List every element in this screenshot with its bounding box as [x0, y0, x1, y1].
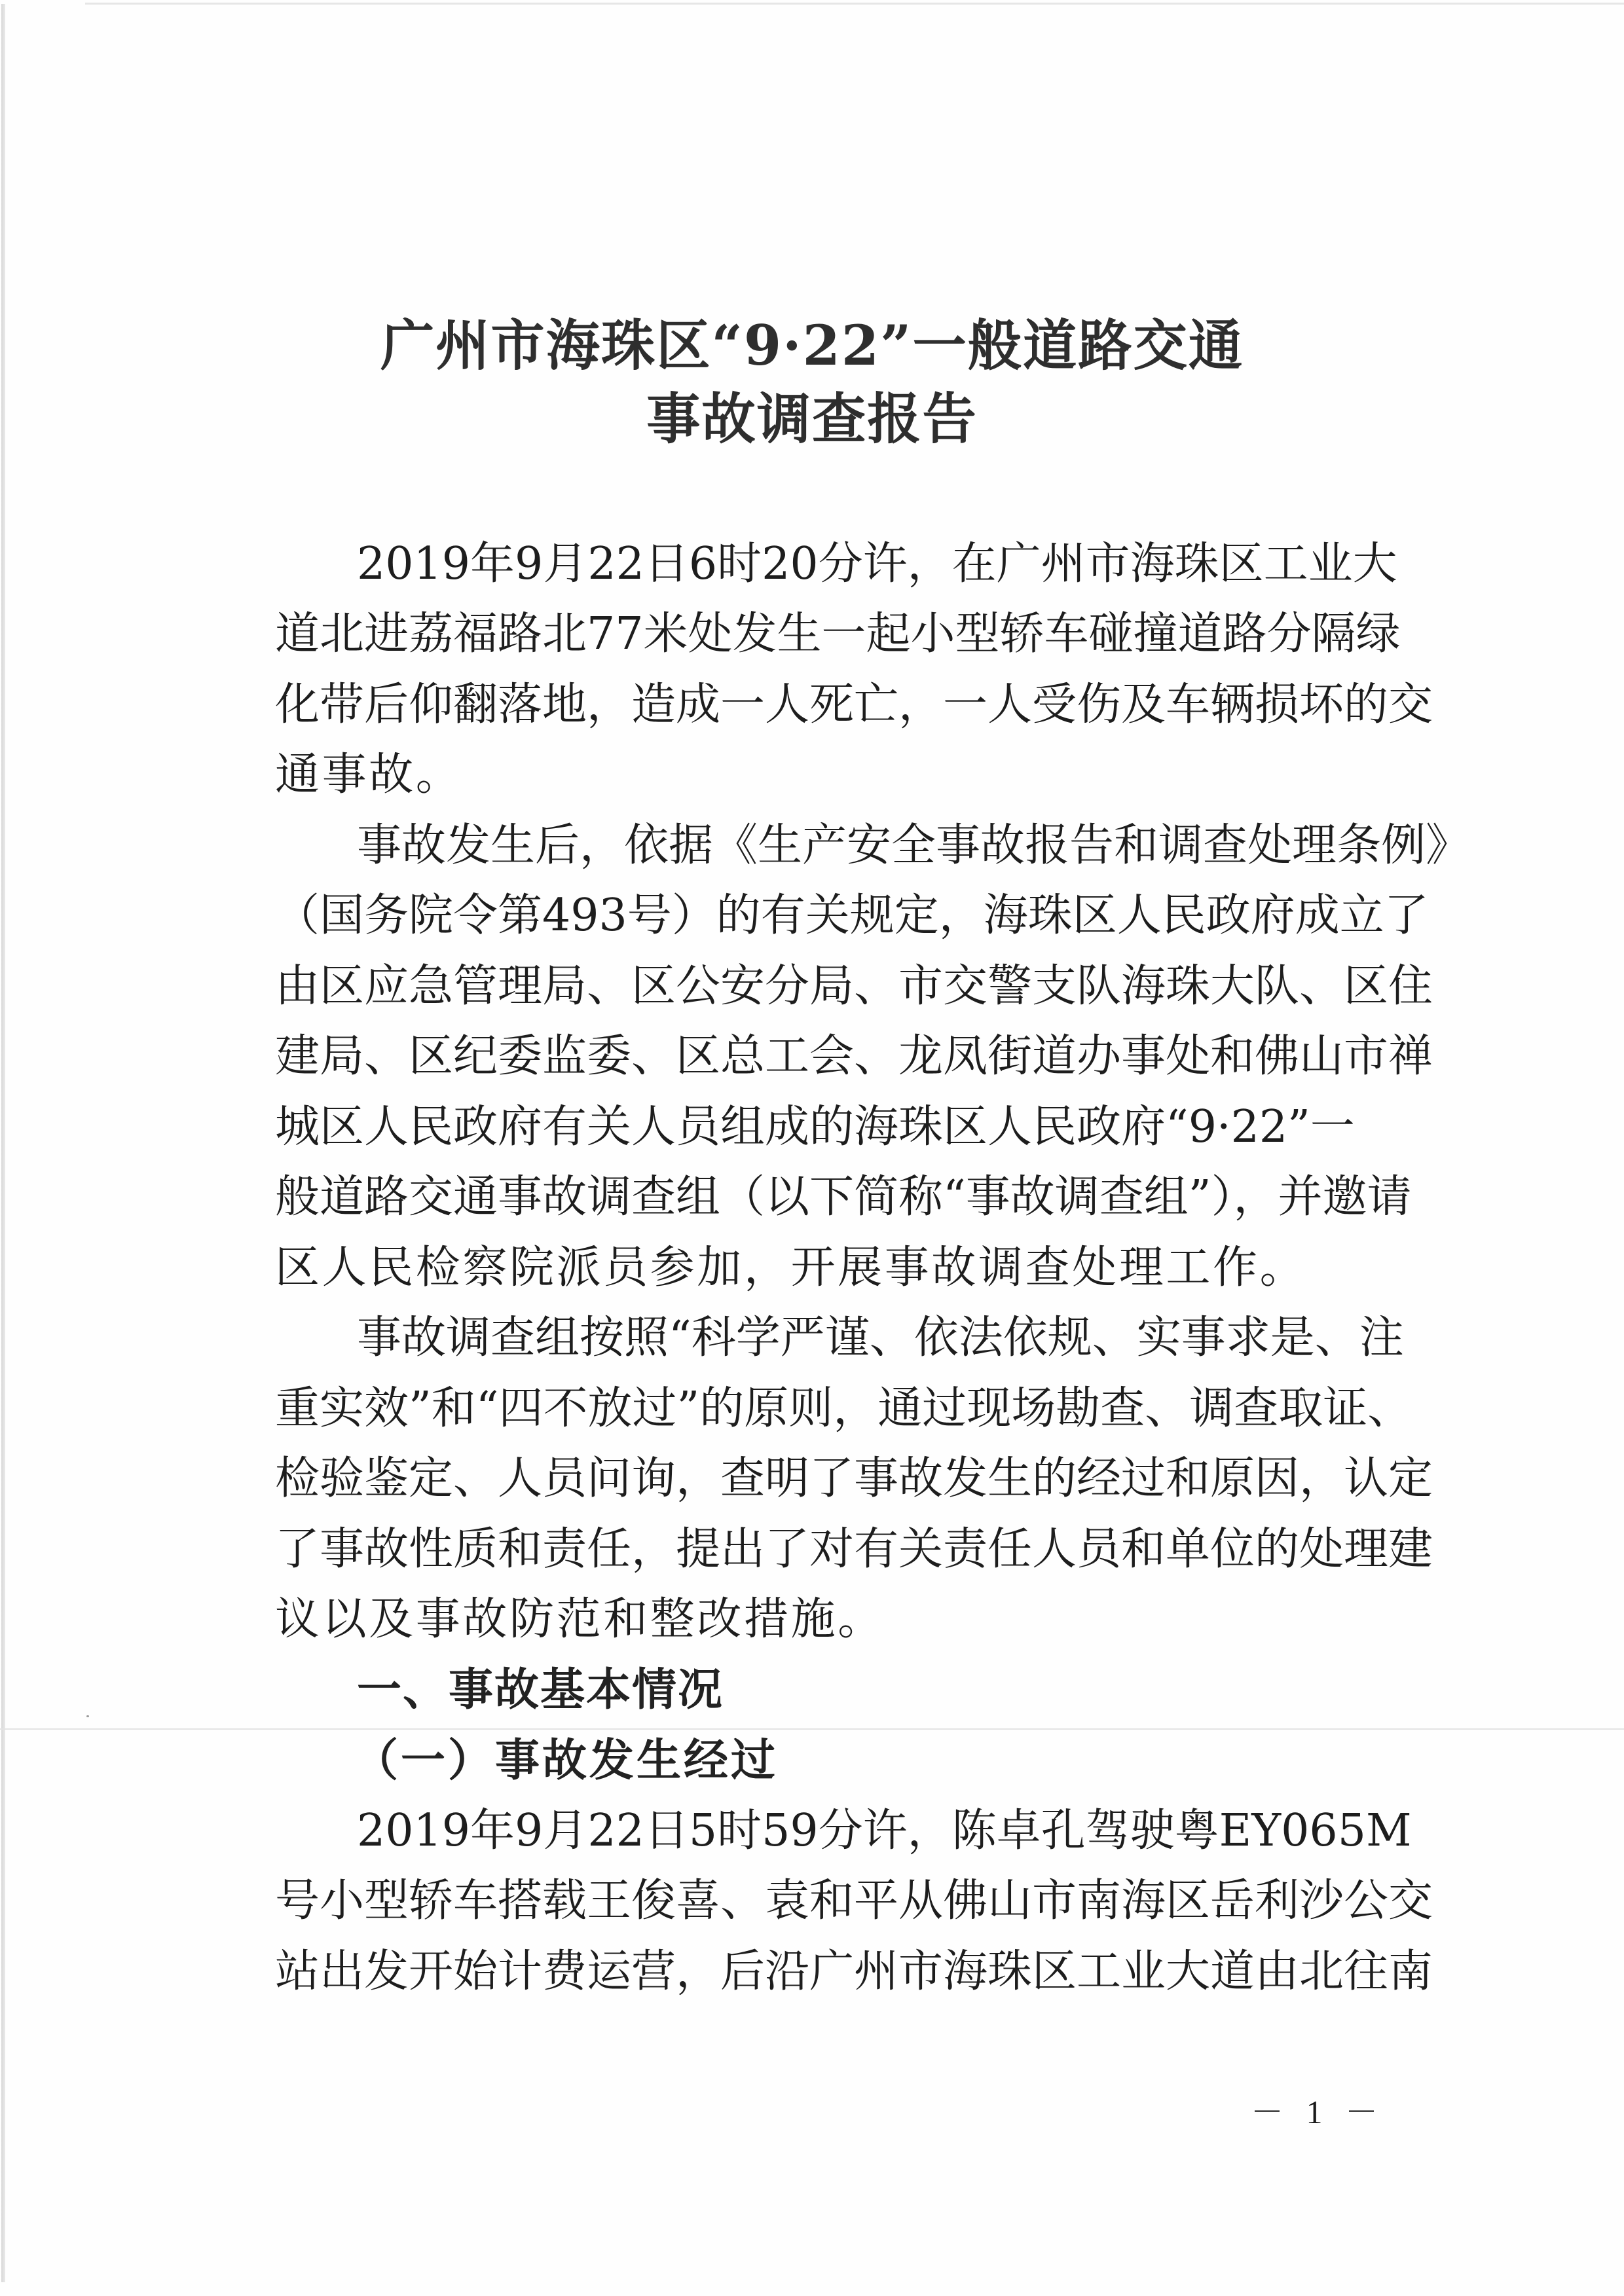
paragraph-line: 站出发开始计费运营，后沿广州市海珠区工业大道由北往南	[275, 1946, 1433, 1997]
paragraph-line: 事故调查组按照“科学严谨、依法依规、实事求是、注	[357, 1312, 1404, 1364]
page-number: － 1 －	[1251, 2094, 1378, 2130]
paragraph-line: 区人民检察院派员参加，开展事故调查处理工作。	[275, 1242, 1307, 1294]
subsection-heading: （一）事故发生经过	[354, 1734, 779, 1787]
paragraph-line: 化带后仰翻落地，造成一人死亡，一人受伤及车辆损坏的交	[275, 679, 1433, 731]
paragraph-line: 了事故性质和责任，提出了对有关责任人员和单位的处理建	[275, 1523, 1433, 1575]
paragraph-line: 道北进荔福路北77米处发生一起小型轿车碰撞道路分隔绿	[275, 608, 1401, 660]
scan-artifact-line	[0, 1728, 1624, 1730]
paragraph-line: 检验鉴定、人员问询，查明了事故发生的经过和原因，认定	[275, 1453, 1433, 1504]
section-heading: 一、事故基本情况	[357, 1664, 724, 1716]
paragraph-line: 重实效”和“四不放过”的原则，通过现场勘查、调查取证、	[275, 1383, 1412, 1434]
paragraph-line: 由区应急管理局、区公安分局、市交警支队海珠大队、区住	[275, 960, 1433, 1012]
scan-edge-top	[85, 3, 1624, 5]
paragraph-line: 2019年9月22日5时59分许，陈卓孔驾驶粤EY065M	[357, 1805, 1412, 1857]
paragraph-line: 议以及事故防范和整改措施。	[275, 1594, 885, 1645]
paragraph-line: 2019年9月22日6时20分许，在广州市海珠区工业大	[357, 538, 1397, 590]
scan-speck	[86, 1715, 89, 1717]
title-line-1: 广州市海珠区“9·22”一般道路交通	[380, 313, 1244, 378]
paragraph-line: 建局、区纪委监委、区总工会、龙凤街道办事处和佛山市禅	[275, 1030, 1433, 1082]
paragraph-line: 通事故。	[275, 749, 463, 801]
title-line-2: 事故调查报告	[646, 386, 978, 451]
scan-edge-left	[1, 4, 5, 2282]
paragraph-line: 般道路交通事故调查组（以下简称“事故调查组”），并邀请	[275, 1171, 1412, 1223]
paragraph-line: 号小型轿车搭载王俊喜、袁和平从佛山市南海区岳利沙公交	[275, 1875, 1433, 1927]
paragraph-line: 事故发生后，依据《生产安全事故报告和调查处理条例》	[357, 820, 1471, 871]
paragraph-line: （国务院令第493号）的有关规定，海珠区人民政府成立了	[275, 890, 1429, 941]
paragraph-line: 城区人民政府有关人员组成的海珠区人民政府“9·22”一	[275, 1101, 1355, 1153]
